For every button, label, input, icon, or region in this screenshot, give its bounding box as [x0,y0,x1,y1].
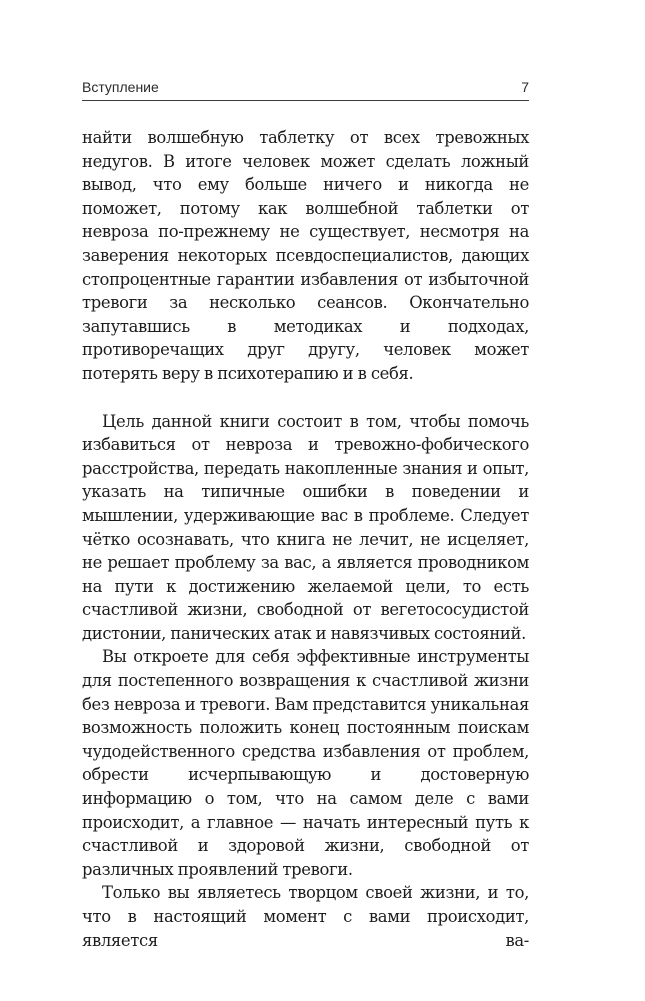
section-title: Вступление [82,79,159,95]
paragraph: Только вы являетесь творцом своей жизни, и то, что в настоящий момент с вами происходит, является ва- [82,883,529,950]
paragraph-gap [82,386,529,410]
paragraph: Вы откроете для себя эффективные инструменты для постепенного возвращения к счастливой жизни без невроза и тревоги. Вам представится уникальная возможность положить конец постоянным поискам чудодейственного средства избавления от проблем, обрести исчерпывающую и достоверную информацию о том, что на самом деле с вами происходит, а главное — начать интересный путь к счастливой и здоровой жизни, свободной от различных проявлений тревоги. [82,647,529,879]
paragraph: найти волшебную таблетку от всех тревожных недугов. В итоге человек может сделать ложный вывод, что ему больше ничего и никогда не поможет, потому как волшебной таблетки от невроза по-прежнему не существует, несмотря на заверения некоторых псевдоспециалистов, дающих стопроцентные гарантии избавления от избыточной тревоги за несколько сеансов. Окончательно запутавшись в методиках и подходах, противоречащих друг другу, человек может потерять веру в психотерапию и в себя. [82,128,529,383]
body-text [82,126,529,952]
page-number: 7 [521,79,529,95]
header-rule [82,100,529,101]
paragraph: Цель данной книги состоит в том, чтобы помочь избавиться от невроза и тревожно-фобического расстройства, передать накопленные знания и опыт, указать на типичные ошибки в поведении и мышлении, удерживающие вас в проблеме. Следует чётко осознавать, что книга не лечит, не исцеляет, не решает проблему за вас, а является проводником на пути к достижению желаемой цели, то есть счастливой жизни, свободной от вегетососудистой дистонии, панических атак и навязчивых состояний. [82,411,529,643]
running-head [82,77,529,97]
